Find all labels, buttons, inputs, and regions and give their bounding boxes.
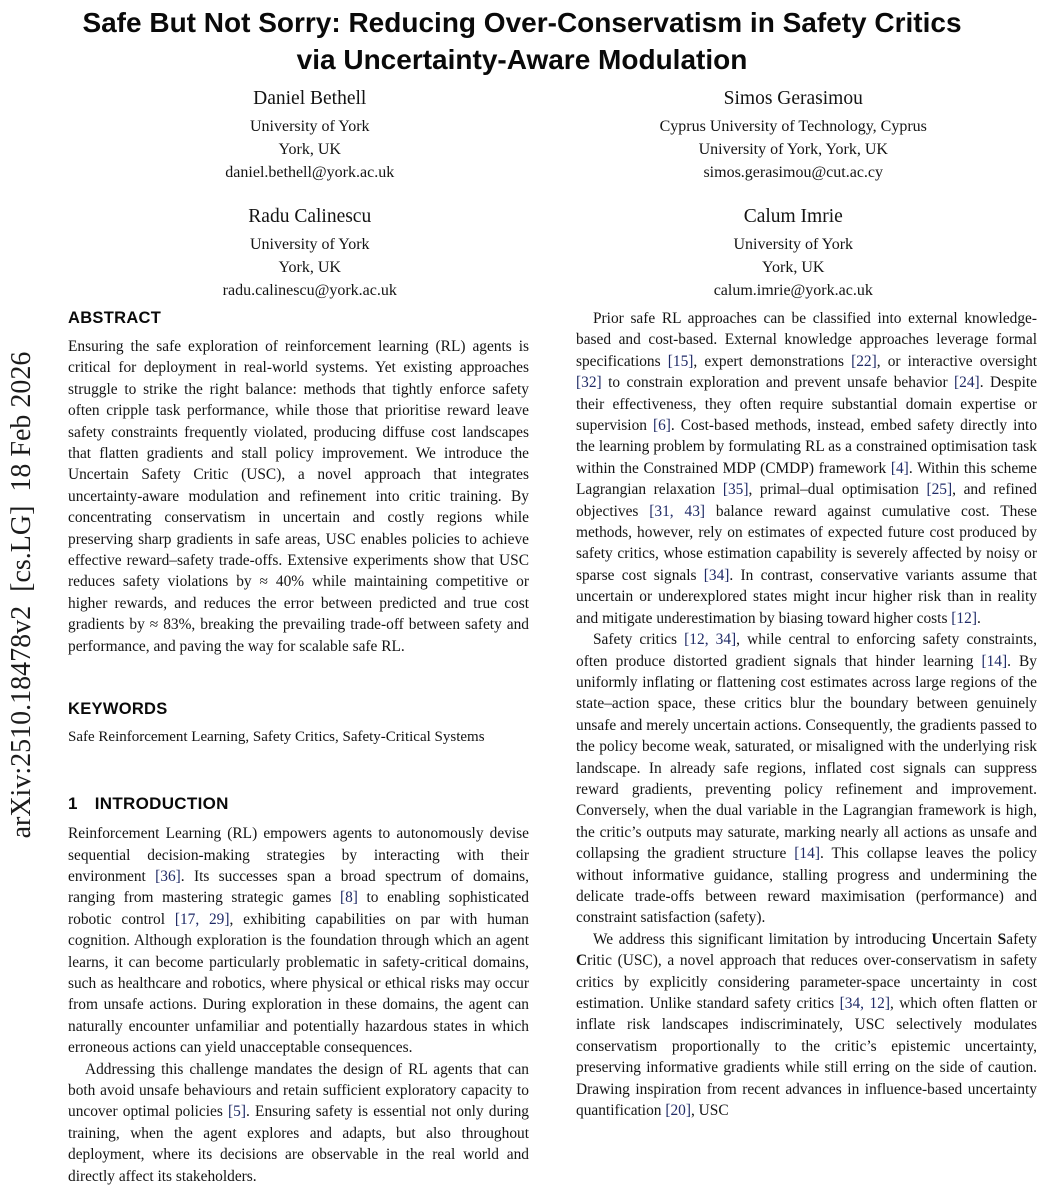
author-email: simos.gerasimou@cut.ac.cy [703, 164, 884, 181]
intro-paragraph-2: Addressing this challenge mandates the design of RL agents that can both avoid unsafe behaviours and retain sufficient exploratory capacity to uncover optimal policies [5]. Ensuring safety is essential not only during training, when the agent explores and adapts, but also throughout deployment, where its decisions are observable in the real world and directly affect its stakeholders. [68, 1060, 529, 1185]
paper-title [38, 4, 1006, 78]
keywords-text: Safe Reinforcement Learning, Safety Critics, Safety-Critical Systems [68, 729, 485, 746]
related-work-paragraph-2: Safety critics [12, 34], while central to enforcing safety constraints, often produce distorted gradient signals that hinder learning [14]. By uniformly inflating or flattening cost estimates across large regions of the state–action space, these critics blur the boundary between genuinely unsafe and merely uncertain actions. Consequently, the gradients passed to the policy become weak, saturated, or misaligned with the underlying risk landscape. In already safe regions, inflated cost signals can suppress reward gradients, preventing policy refinement and improvement. Conversely, when the dual variable in the Lagrangian framework is high, the critic’s outputs may saturate, marking nearly all actions as unsafe and collapsing the gradient structure [14]. This collapse leaves the policy without informative guidance, stalling progress and undermining the delicate trade-offs between reward maximisation (performance) and constraint satisfaction (safety). [576, 631, 1038, 927]
author-location: York, UK [278, 141, 341, 158]
author-location: University of York, York, UK [698, 141, 888, 158]
author-location: York, UK [762, 259, 825, 276]
author-name: Daniel Bethell [253, 88, 367, 109]
author-affiliation: University of York [249, 236, 370, 253]
author-name: Radu Calinescu [248, 206, 372, 227]
section-title: INTRODUCTION [94, 794, 229, 814]
intro-paragraph-1: Reinforcement Learning (RL) empowers agents to autonomously devise sequential decision-making strategies by interacting with their environment [36]. Its successes span a broad spectrum of domains, ranging from mastering strategic games [8] to enabling sophisticated robotic control [17, 29], exhibiting capabilities on par with human cognition. Although exploration is the foundation through which an agent learns, it can become particularly problematic in safety-critical domains, such as healthcare and robotics, where physical or ethical risks may occur from unsafe actions. During exploration in these domains, the agent can naturally encounter unfamiliar and potentially hazardous states in which erroneous actions can yield unacceptable consequences. [68, 825, 530, 1057]
author-card [552, 204, 1036, 302]
author-card [68, 86, 552, 184]
author-affiliation: University of York [249, 118, 370, 135]
author-affiliation: University of York [733, 236, 854, 253]
author-email: radu.calinescu@york.ac.uk [222, 282, 397, 299]
author-email: calum.imrie@york.ac.uk [713, 282, 873, 299]
arxiv-watermark: arXiv:2510.18478v2 [cs.LG] 18 Feb 2026 [6, 351, 37, 839]
author-block [68, 86, 1035, 302]
left-column [68, 308, 529, 1187]
section-number: 1 [68, 794, 78, 814]
contribution-paragraph: We address this significant limitation by introducing Uncertain Safety Critic (USC), a novel approach that reduces over-conservatism in safety critics by explicitly considering parameter-space uncertainty in cost estimation. Unlike standard safety critics [34, 12], which often flatten or inflate risk landscapes indiscriminately, USC selectively modulates conservatism proportionally to the critic’s epistemic uncertainty, preserving informative gradients while still erring on the side of caution. Drawing inspiration from recent advances in influence-based uncertainty quantification [20], USC [576, 930, 1037, 1120]
paper-title-line2: via Uncertainty-Aware Modulation [296, 44, 748, 75]
keywords-heading: KEYWORDS [68, 700, 168, 719]
paper-title-line1: Safe But Not Sorry: Reducing Over-Conservatism in Safety Critics [82, 7, 962, 38]
author-affiliation: Cyprus University of Technology, Cyprus [659, 118, 927, 135]
author-name: Simos Gerasimou [723, 88, 863, 109]
related-work-paragraph-1: Prior safe RL approaches can be classified into external knowledge-based and cost-based. External knowledge approaches leverage formal specifications [15], expert demonstrations [22], or interactive oversight [32] to constrain exploration and prevent unsafe behavior [24]. Despite their effectiveness, they often require substantial domain expertise or supervision [6]. Cost-based methods, instead, embed safety directly into the learning problem by formulating RL as a constrained optimisation task within the Constrained MDP (CMDP) framework [4]. Within this scheme Lagrangian relaxation [35], primal–dual optimisation [25], and refined objectives [31, 43] balance reward against cumulative cost. These methods, however, rely on estimates of expected future cost produced by safety critics, whose estimation capability is severely affected by noisy or sparse cost signals [34]. In contrast, conservative variants assume that uncertain or underexplored states might incur higher risk than in reality and mitigate underestimation by biasing toward higher costs [12]. [576, 310, 1038, 627]
right-column [576, 308, 1037, 1121]
author-card [552, 86, 1036, 184]
author-name: Calum Imrie [743, 206, 843, 227]
author-email: daniel.bethell@york.ac.uk [225, 164, 395, 181]
section-1-heading [68, 794, 529, 814]
abstract-heading: ABSTRACT [68, 309, 162, 327]
author-card [68, 204, 552, 302]
abstract-text: Ensuring the safe exploration of reinforcement learning (RL) agents is critical for deployment in real-world systems. Yet existing approaches struggle to strike the right balance: methods that tightly enforce safety often cripple task performance, while those that prioritise reward leave safety constraints frequently violated, producing diffuse cost landscapes that flatten gradients and stall policy improvement. We introduce the Uncertain Safety Critic (USC), a novel approach that integrates uncertainty-aware modulation and refinement into critic training. By concentrating conservatism in uncertain and costly regions while preserving sharp gradients in safe areas, USC enables policies to achieve effective reward–safety trade-offs. Extensive experiments show that USC reduces safety violations by ≈ 40% while maintaining competitive or higher rewards, and reduces the error between predicted and true cost gradients by ≈ 83%, breaking the prevailing trade-off between safety and performance, and paving the way for scalable safe RL. [68, 338, 529, 655]
author-location: York, UK [278, 259, 341, 276]
